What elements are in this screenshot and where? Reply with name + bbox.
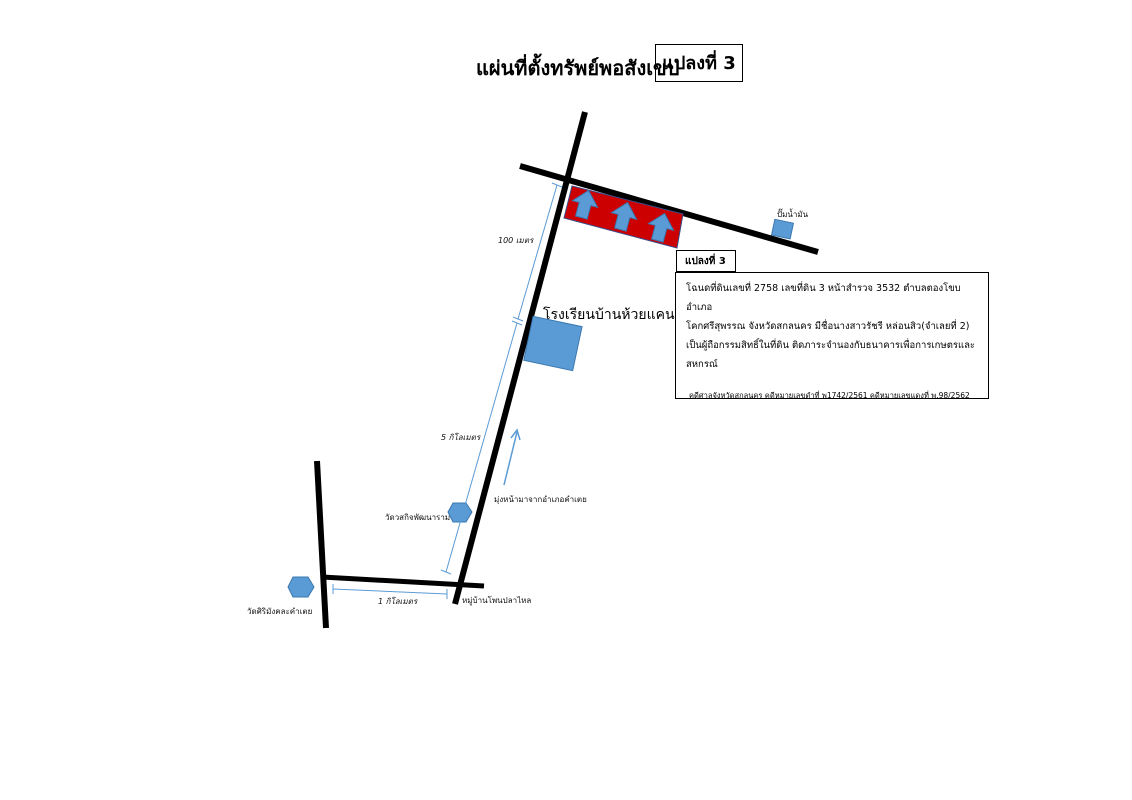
plot-number-box: แปลงที่ 3 [655,44,743,82]
direction-label: มุ่งหน้ามาจากอำเภอคำเตย [494,495,587,504]
dimension-1km [333,589,447,594]
temple-icon [448,503,472,522]
plot-info-box [675,272,989,399]
plot-tag: แปลงที่ 3 [676,250,736,272]
court-case-note: คดีศาลจังหวัดสกลนคร คดีหมายเลขดำที่ พ1742/2561 คดีหมายเลขแดงที่ พ.98/2562 [689,391,970,400]
temple-1-label: วัดวสกิจพัฒนาราม [385,513,451,522]
temple-icon [288,577,314,597]
gas-station-icon [772,219,794,239]
plot-info-line: เป็นผู้ถือกรรมสิทธิ์ในที่ดิน ติดภาระจำนองกับธนาคารเพื่อการเกษตรและ [686,340,976,351]
map-title: แผ่นที่ตั้งทรัพย์พอสังเขป [476,56,680,80]
school-label: โรงเรียนบ้านห้วยแคน [543,307,675,323]
village-label: หมู่บ้านโพนปลาไหล [462,596,532,605]
plot-info-line: โคกศรีสุพรรณ จังหวัดสกลนคร มีชื่อนางสาวรัชรี หล่อนสิว(จำเลยที่ 2) [686,321,970,332]
distance-1km-label: 1 กิโลเมตร [378,597,418,606]
plot-info-line: สหกรณ์ [686,359,718,370]
distance-5km-label: 5 กิโลเมตร [441,433,481,442]
left-road [317,461,326,628]
temple-2-label: วัดศิริมังคละคำเตย [247,607,313,616]
plot-info-line: โฉนดที่ดินเลขที่ 2758 เลขที่ดิน 3 หน้าสำรวจ 3532 ตำบลตองโขบ อำเภอ [686,283,961,313]
distance-100m-label: 100 เมตร [498,236,534,245]
gas-station-label: ปั๊มน้ำมัน [777,210,809,219]
dimension-5km [446,323,517,572]
direction-arrow-icon [504,430,520,485]
